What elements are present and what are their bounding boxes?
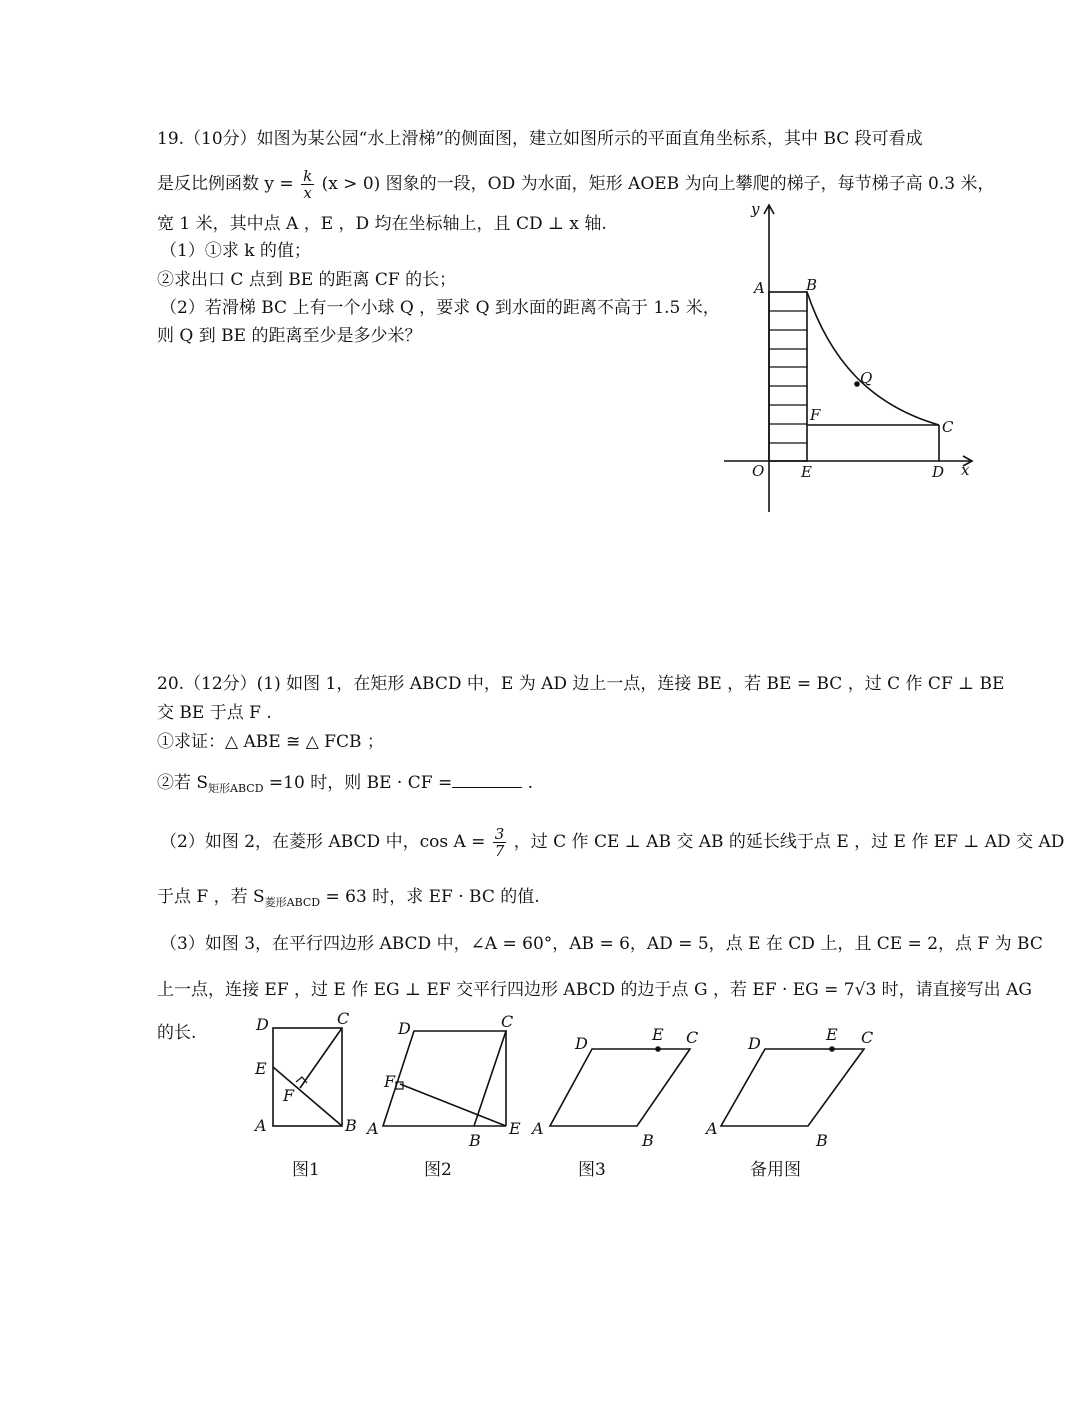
caption-fig3: 图3 — [578, 1160, 606, 1180]
fig2-label-d: D — [398, 1019, 411, 1038]
fig1-label-f: F — [283, 1086, 295, 1105]
fig2-label-a: A — [367, 1119, 379, 1138]
q20-line-4-sub: 矩形ABCD — [208, 782, 264, 795]
label-o: O — [752, 462, 765, 480]
label-x: x — [961, 461, 970, 479]
fig2-label-f: F — [384, 1072, 396, 1091]
q20-line-5 — [160, 826, 1064, 859]
label-d: D — [932, 463, 945, 481]
label-b: B — [806, 276, 818, 294]
q19-line-7: 则 Q 到 BE 的距离至少是多少米？ — [157, 326, 422, 346]
q20-fraction-denominator: 7 — [494, 842, 505, 860]
q20-line-3: ①求证：△ ABE ≅ △ FCB ； — [157, 732, 384, 752]
fig4-point-e — [829, 1046, 835, 1052]
fig1-label-b: B — [345, 1116, 357, 1135]
fig3-point-e — [655, 1046, 661, 1052]
fig3-label-c: C — [686, 1028, 699, 1047]
q19-fraction-numerator: k — [303, 167, 313, 185]
label-c: C — [942, 418, 954, 436]
ladder-rect — [769, 292, 807, 461]
q19-line-5: ②求出口 C 点到 BE 的距离 CF 的长； — [157, 270, 457, 290]
q20-line-6-sub: 菱形ABCD — [264, 896, 321, 909]
q19-line-6: （2）若滑梯 BC 上有一个小球 Q ，要求 Q 到水面的距离不高于 1.5 米， — [160, 298, 720, 318]
fig4-shape — [721, 1049, 864, 1126]
fig2-label-e: E — [509, 1119, 521, 1138]
q20-line-1: 20.（12分）(1) 如图 1，在矩形 ABCD 中，E 为 AD 边上一点，连接 BE ，若 BE = BC ，过 C 作 CF ⊥ BE — [157, 674, 1005, 694]
q20-line-4 — [157, 772, 533, 800]
fig3-label-a: A — [532, 1119, 544, 1138]
q20-line-4-pre: ②若 S — [157, 773, 209, 793]
q19-line-4: （1）①求 k 的值； — [160, 241, 311, 261]
caption-fig4: 备用图 — [750, 1160, 801, 1180]
q19-fraction — [301, 168, 314, 201]
fig1-label-d: D — [256, 1015, 269, 1034]
label-f: F — [810, 406, 821, 424]
q19-figure — [700, 195, 990, 525]
fig2-label-b: B — [469, 1131, 481, 1150]
label-a: A — [754, 279, 765, 297]
q20-line-8: 上一点，连接 EF ，过 E 作 EG ⊥ EF 交平行四边形 ABCD 的边于点 G ，若 EF · EG = 7√3 时，请直接写出 AG — [157, 980, 1032, 1000]
fig4-label-e: E — [826, 1025, 838, 1044]
label-y: y — [751, 200, 760, 218]
caption-fig2: 图2 — [424, 1160, 452, 1180]
q19-line-2-post: (x > 0) 图象的一段，OD 为水面，矩形 AOEB 为向上攀爬的梯子，每节梯子高 0.3 米， — [321, 174, 995, 194]
q20-line-4-post: =10 时，则 BE · CF = — [263, 773, 453, 793]
fig3-label-e: E — [652, 1025, 664, 1044]
fig1-label-a: A — [255, 1116, 267, 1135]
fig4-label-b: B — [816, 1131, 828, 1150]
slide-curve — [807, 292, 939, 425]
q20-fraction-numerator: 3 — [494, 825, 505, 843]
q20-figures — [240, 1005, 880, 1150]
q19-line-1: 19.（10分）如图为某公园“水上滑梯”的侧面图，建立如图所示的平面直角坐标系，其中 BC 段可看成 — [157, 129, 923, 149]
q19-line-2-pre: 是反比例函数 y = — [157, 174, 294, 194]
q20-line-7: （3）如图 3，在平行四边形 ABCD 中，∠A = 60°，AB = 6，AD = 5，点 E 在 CD 上，且 CE = 2，点 F 为 BC — [160, 934, 1043, 954]
fig4-label-d: D — [748, 1034, 761, 1053]
fig1-label-e: E — [255, 1059, 267, 1078]
fig3-shape — [550, 1049, 690, 1126]
caption-fig1: 图1 — [292, 1160, 320, 1180]
point-q — [854, 381, 860, 387]
ladder-rungs — [769, 311, 807, 443]
label-e: E — [801, 463, 812, 481]
fig3-label-d: D — [575, 1034, 588, 1053]
q20-line-6 — [157, 886, 540, 914]
answer-blank[interactable] — [452, 773, 522, 788]
label-q: Q — [860, 369, 873, 387]
fig4-label-c: C — [861, 1028, 874, 1047]
q19-fraction-denominator: x — [303, 184, 312, 202]
q20-line-4-end: . — [522, 773, 533, 793]
q20-line-9: 的长. — [157, 1023, 197, 1043]
fig2-label-c: C — [501, 1012, 514, 1031]
q20-line-5-pre: （2）如图 2，在菱形 ABCD 中，cos A = — [160, 832, 486, 852]
q20-line-6-post: = 63 时，求 EF · BC 的值. — [320, 887, 540, 907]
q20-line-6-pre: 于点 F ，若 S — [157, 887, 265, 907]
fig3-label-b: B — [642, 1131, 654, 1150]
fig1-shape — [273, 1028, 342, 1126]
q20-line-2: 交 BE 于点 F . — [157, 703, 272, 723]
fig2-shape — [383, 1031, 506, 1126]
q20-line-5-post: ，过 C 作 CE ⊥ AB 交 AB 的延长线于点 E ，过 E 作 EF ⊥ AD 交 AD — [513, 832, 1065, 852]
q19-line-3: 宽 1 米，其中点 A ，E ，D 均在坐标轴上，且 CD ⊥ x 轴. — [157, 214, 607, 234]
q20-fraction — [493, 826, 507, 859]
fig1-label-c: C — [337, 1009, 350, 1028]
fig4-label-a: A — [706, 1119, 718, 1138]
